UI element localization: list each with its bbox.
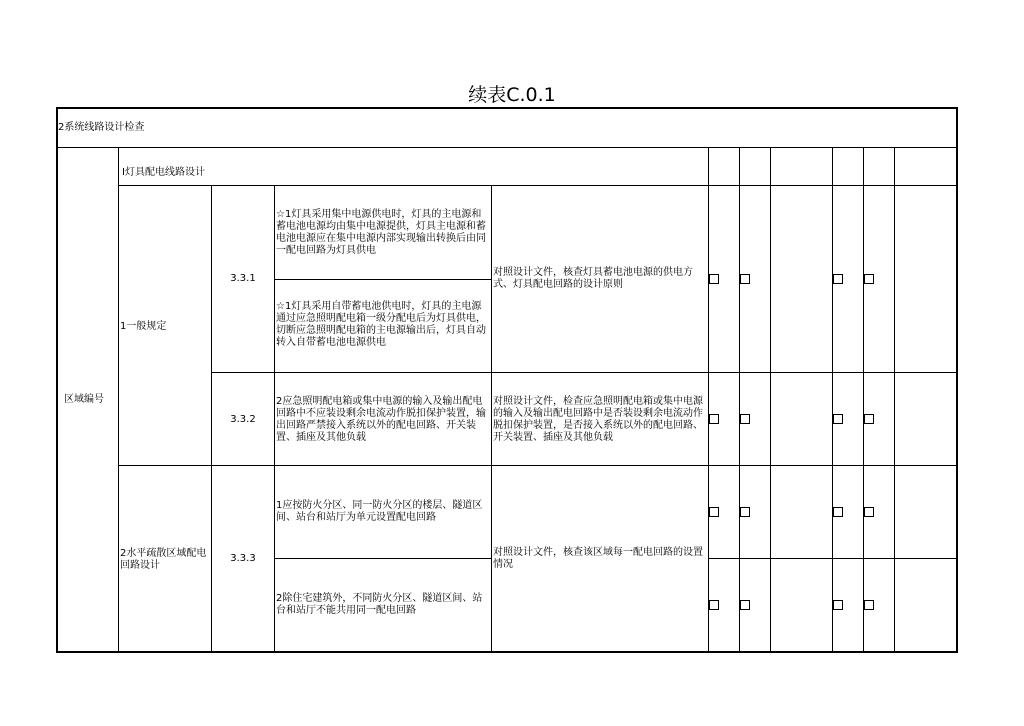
- checkbox[interactable]: [709, 507, 719, 517]
- checkbox[interactable]: [709, 600, 719, 610]
- region-label: 区域编号: [64, 394, 104, 405]
- inspection-method: 对照设计文件，核查灯具蓄电池电源的供电方式、灯具配电回路的设计原则: [493, 267, 693, 290]
- group-label: 2水平疏散区域配电回路设计: [120, 548, 207, 571]
- section-title: 2系统线路设计检查: [58, 122, 145, 133]
- checkbox[interactable]: [709, 274, 719, 284]
- requirement-text: 1应按防火分区、同一防火分区的楼层、隧道区间、站台和站厅为单元设置配电回路: [276, 500, 483, 523]
- group-label: 1一般规定: [120, 321, 167, 332]
- checkbox[interactable]: [864, 600, 874, 610]
- checkbox[interactable]: [864, 507, 874, 517]
- clause-number: 3.3.3: [230, 553, 256, 564]
- checkbox[interactable]: [740, 274, 750, 284]
- requirement-text: 2除住宅建筑外，不同防火分区、隧道区间、站台和站厅不能共用同一配电回路: [276, 593, 483, 616]
- checkbox[interactable]: [833, 507, 843, 517]
- checkbox[interactable]: [833, 414, 843, 424]
- inspection-method: 对照设计文件，核查该区域每一配电回路的设置情况: [493, 547, 703, 570]
- clause-number: 3.3.2: [230, 414, 256, 425]
- checkbox[interactable]: [709, 414, 719, 424]
- requirement-text: ☆1灯具采用自带蓄电池供电时，灯具的主电源通过应急照明配电箱一级分配电后为灯具供电，切断应急照明配电箱的主电源输出后，灯具自动转入自带蓄电池电源供电: [276, 301, 486, 348]
- subsection-title: Ⅰ灯具配电线路设计: [122, 167, 205, 178]
- clause-number: 3.3.1: [230, 273, 256, 284]
- requirement-text: 2应急照明配电箱或集中电源的输入及输出配电回路中不应装设剩余电流动作脱扣保护装置，输出回路严禁接入系统以外的配电回路、开关装置、插座及其他负载: [276, 396, 486, 443]
- checkbox[interactable]: [740, 414, 750, 424]
- checkbox[interactable]: [833, 274, 843, 284]
- checkbox[interactable]: [740, 600, 750, 610]
- checkbox[interactable]: [833, 600, 843, 610]
- requirement-text: ☆1灯具采用集中电源供电时，灯具的主电源和蓄电池电源均由集中电源提供，灯具主电源和蓄电池电源应在集中电源内部实现输出转换后由同一配电回路为灯具供电: [276, 209, 486, 256]
- inspection-method: 对照设计文件，检查应急照明配电箱或集中电源的输入及输出配电回路中是否装设剩余电流动作脱扣保护装置，是否接入系统以外的配电回路、开关装置、插座及其他负载: [493, 396, 703, 443]
- checkbox[interactable]: [864, 274, 874, 284]
- page-title: 续表C.0.1: [468, 84, 556, 106]
- checkbox[interactable]: [864, 414, 874, 424]
- checkbox[interactable]: [740, 507, 750, 517]
